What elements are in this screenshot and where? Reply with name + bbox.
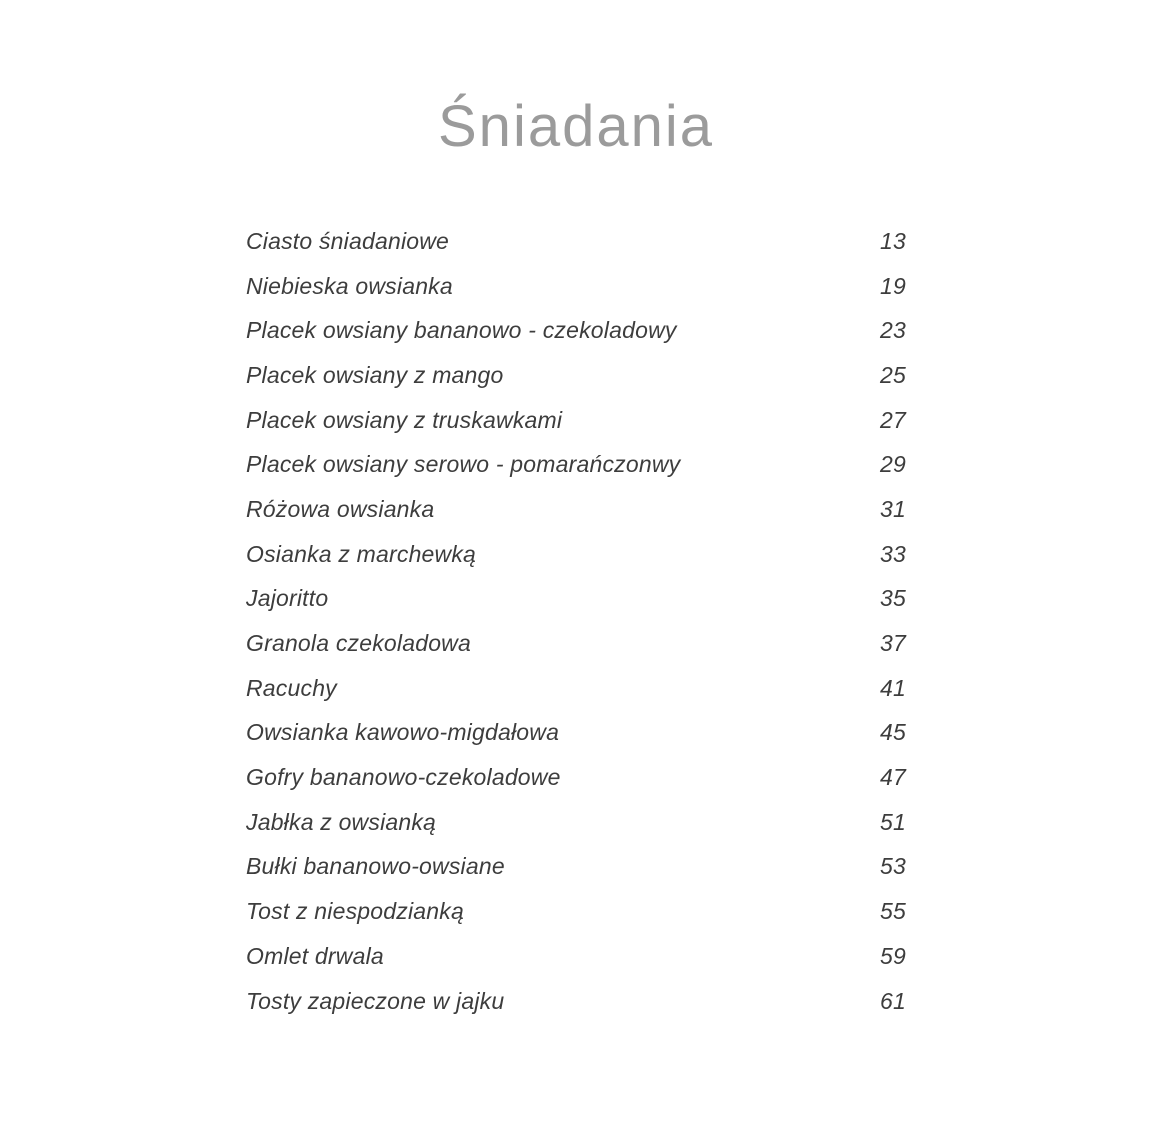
toc-entry-page-number: 23: [880, 317, 906, 344]
toc-entry-title: Placek owsiany z mango: [246, 361, 504, 388]
toc-entry-title: Racuchy: [246, 674, 337, 701]
toc-entry: [246, 934, 906, 979]
toc-entry-page-number: 53: [880, 853, 906, 880]
toc-entry-page-number: 41: [880, 674, 906, 701]
page-title: Śniadania: [438, 94, 714, 159]
toc-entry-title: Jajoritto: [246, 585, 329, 612]
toc-entry-page-number: 33: [880, 540, 906, 567]
toc-entry-page-number: 47: [880, 764, 906, 791]
toc-entry: [246, 353, 906, 398]
toc-entry-page-number: 19: [880, 272, 906, 299]
toc-entry: [246, 666, 906, 711]
toc-entry: [246, 398, 906, 443]
toc-entry-page-number: 27: [880, 406, 906, 433]
toc-entry: [246, 219, 906, 264]
toc-entry: [246, 755, 906, 800]
toc-entry-page-number: 55: [880, 898, 906, 925]
toc-entry: [246, 264, 906, 309]
toc-entry: [246, 621, 906, 666]
toc-entry-title: Ciasto śniadaniowe: [246, 227, 450, 254]
toc-entry-page-number: 25: [880, 361, 906, 388]
toc-entry-title: Różowa owsianka: [246, 495, 435, 522]
toc-entry-title: Gofry bananowo-czekoladowe: [246, 764, 561, 791]
toc-list: [246, 219, 906, 1023]
toc-entry-title: Osianka z marchewką: [246, 540, 477, 567]
toc-entry: [246, 711, 906, 756]
toc-entry-page-number: 13: [880, 227, 906, 254]
toc-entry-page-number: 45: [880, 719, 906, 746]
toc-entry-page-number: 29: [880, 451, 906, 478]
toc-entry: [246, 308, 906, 353]
toc-entry-page-number: 51: [880, 808, 906, 835]
toc-entry-page-number: 59: [880, 942, 906, 969]
toc-entry: [246, 979, 906, 1024]
toc-entry-title: Jabłka z owsianką: [246, 808, 437, 835]
toc-entry-title: Placek owsiany z truskawkami: [246, 406, 563, 433]
toc-entry-page-number: 35: [880, 585, 906, 612]
toc-entry-page-number: 31: [880, 495, 906, 522]
toc-entry: [246, 577, 906, 622]
toc-entry-title: Owsianka kawowo-migdałowa: [246, 719, 560, 746]
toc-entry: [246, 442, 906, 487]
toc-entry-title: Tost z niespodzianką: [246, 898, 464, 925]
toc-entry: [246, 487, 906, 532]
toc-entry: [246, 532, 906, 577]
toc-entry-title: Omlet drwala: [246, 942, 384, 969]
toc-entry-page-number: 61: [880, 987, 906, 1014]
toc-entry-title: Placek owsiany serowo - pomarańczonwy: [246, 451, 681, 478]
toc-entry-title: Bułki bananowo-owsiane: [246, 853, 505, 880]
toc-entry: [246, 800, 906, 845]
toc-entry: [246, 845, 906, 890]
toc-entry-page-number: 37: [880, 630, 906, 657]
toc-entry-title: Granola czekoladowa: [246, 630, 471, 657]
toc-entry-title: Niebieska owsianka: [246, 272, 453, 299]
toc-entry-title: Placek owsiany bananowo - czekoladowy: [246, 317, 677, 344]
toc-entry-title: Tosty zapieczone w jajku: [246, 987, 505, 1014]
toc-entry: [246, 889, 906, 934]
